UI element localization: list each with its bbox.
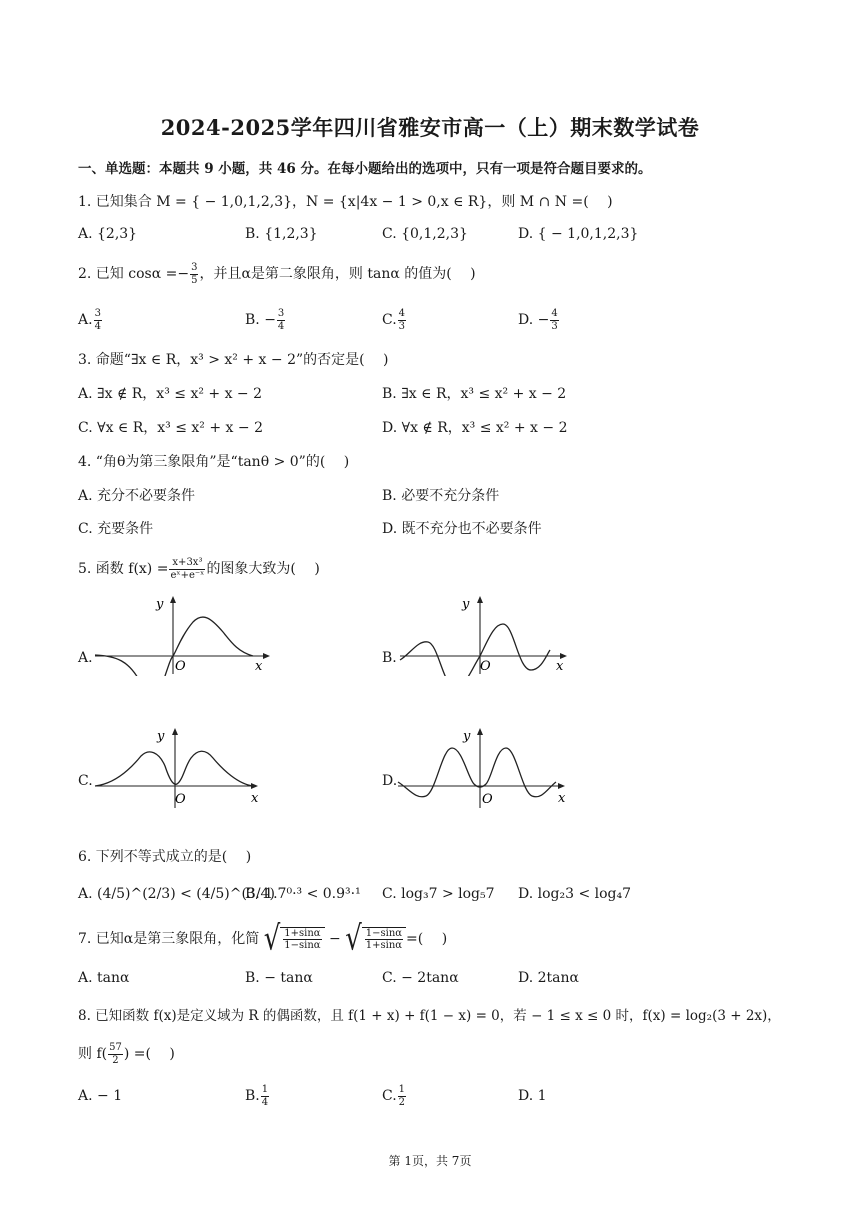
question-2-fraction bbox=[190, 262, 198, 286]
option-fraction bbox=[94, 308, 102, 332]
graph-option-a bbox=[93, 594, 273, 676]
axis-y-label: y bbox=[463, 729, 471, 744]
question-4-option-b: B. 必要不充分条件 bbox=[382, 488, 500, 504]
question-6-option-b: B. 1.7⁰·³ < 0.9³·¹ bbox=[245, 886, 361, 902]
fraction-numerator: 4 bbox=[398, 308, 406, 319]
fraction-numerator: 1 bbox=[261, 1084, 269, 1095]
axis-y-label: y bbox=[462, 597, 470, 612]
origin-label: O bbox=[480, 659, 491, 674]
question-2-stem bbox=[78, 262, 476, 286]
fraction-denominator: 2 bbox=[398, 1096, 406, 1108]
question-4-option-a: A. 充分不必要条件 bbox=[78, 488, 196, 504]
question-2-stem-pre: 2. 已知 cosα =− bbox=[78, 266, 190, 282]
fraction-numerator: 3 bbox=[94, 308, 101, 319]
question-8-option-d: D. 1 bbox=[518, 1088, 547, 1104]
question-7-stem-post: =( ) bbox=[406, 931, 448, 947]
option-fraction bbox=[277, 308, 285, 332]
option-label: C. bbox=[382, 1088, 397, 1104]
sqrt-fraction-1 bbox=[283, 928, 321, 952]
option-label: B. − bbox=[245, 312, 276, 328]
question-8-stem: 8. 已知函数 f(x)是定义域为 R 的偶函数，且 f(1 + x) + f(1 − x) = 0，若 − 1 ≤ x ≤ 0 时，f(x) = log₂(3 + 2x)， bbox=[78, 1008, 781, 1024]
axis-x-label: x bbox=[556, 659, 564, 674]
fraction-numerator: 3 bbox=[191, 262, 198, 273]
question-1-option-b: B. {1,2,3} bbox=[245, 226, 318, 242]
option-fraction bbox=[261, 1084, 269, 1108]
fraction-denominator: 4 bbox=[94, 320, 101, 332]
question-1-stem: 1. 已知集合 M = { − 1,0,1,2,3}，N = {x|4x − 1 > 0,x ∈ R}，则 M ∩ N =( ) bbox=[78, 194, 613, 210]
axis-y-label: y bbox=[156, 597, 164, 612]
fraction-denominator: 4 bbox=[261, 1096, 269, 1108]
question-8-line2-post: ) =( ) bbox=[123, 1046, 175, 1062]
question-6-stem: 6. 下列不等式成立的是( ) bbox=[78, 849, 252, 865]
graph-option-d bbox=[396, 726, 574, 810]
minus-sign: − bbox=[329, 931, 341, 947]
fraction-denominator: 2 bbox=[112, 1054, 119, 1066]
option-fraction bbox=[398, 308, 406, 332]
question-5-stem bbox=[78, 557, 320, 581]
question-8-option-a: A. − 1 bbox=[78, 1088, 123, 1104]
fraction-numerator: 1 bbox=[398, 1084, 406, 1095]
question-3-option-c: C. ∀x ∈ R，x³ ≤ x² + x − 2 bbox=[78, 420, 263, 436]
question-5-option-a-label: A. bbox=[78, 650, 93, 666]
fraction-denominator: 1−sinα bbox=[284, 940, 321, 951]
question-2-option-a bbox=[78, 308, 103, 332]
origin-label: O bbox=[175, 659, 186, 674]
axis-x-label: x bbox=[255, 659, 263, 674]
question-5-stem-pre: 5. 函数 f(x) = bbox=[78, 561, 169, 577]
question-2-option-d bbox=[518, 308, 560, 332]
question-3-option-d: D. ∀x ∉ R，x³ ≤ x² + x − 2 bbox=[382, 420, 568, 436]
question-7-option-c: C. − 2tanα bbox=[382, 970, 459, 986]
fraction-denominator: eˣ+e⁻ˣ bbox=[170, 569, 205, 581]
question-5-option-d-label: D. bbox=[382, 773, 398, 789]
fraction-denominator: 3 bbox=[551, 320, 558, 332]
question-2-stem-post: ，并且α是第二象限角，则 tanα 的值为( ) bbox=[199, 266, 476, 282]
fraction-numerator: 57 bbox=[109, 1042, 122, 1053]
question-7-stem-pre: 7. 已知α是第三象限角，化简 bbox=[78, 931, 260, 947]
question-1-option-d: D. { − 1,0,1,2,3} bbox=[518, 226, 639, 242]
page-footer: 第 1页，共 7页 bbox=[388, 1154, 472, 1168]
question-5-option-c-label: C. bbox=[78, 773, 93, 789]
section-heading: 一、单选题：本题共 9 小题，共 46 分。在每小题给出的选项中，只有一项是符合题目要求的。 bbox=[78, 161, 652, 177]
fraction-numerator: 4 bbox=[551, 308, 558, 319]
question-1-option-a: A. {2,3} bbox=[78, 226, 138, 242]
question-2-option-c bbox=[382, 308, 407, 332]
radical-sign: √ bbox=[345, 919, 362, 959]
question-3-option-b: B. ∃x ∈ R，x³ ≤ x² + x − 2 bbox=[382, 386, 567, 402]
question-4-stem: 4. “角θ为第三象限角”是“tanθ > 0”的( ) bbox=[78, 454, 350, 470]
origin-label: O bbox=[482, 792, 493, 807]
option-label: C. bbox=[382, 312, 397, 328]
question-5-stem-post: 的图象大致为( ) bbox=[206, 561, 320, 577]
graph-option-b bbox=[398, 594, 573, 676]
option-label: D. − bbox=[518, 312, 550, 328]
sqrt-expression-2 bbox=[345, 919, 406, 959]
fraction-numerator: 1+sinα bbox=[284, 927, 321, 939]
question-8-option-c bbox=[382, 1084, 407, 1108]
question-1-option-c: C. {0,1,2,3} bbox=[382, 226, 468, 242]
radical-sign: √ bbox=[263, 919, 281, 959]
question-8-stem-line2 bbox=[78, 1042, 175, 1066]
question-7-option-a: A. tanα bbox=[78, 970, 130, 986]
graph-option-c bbox=[93, 726, 273, 810]
question-4-option-d: D. 既不充分也不必要条件 bbox=[382, 521, 542, 537]
question-5-option-b-label: B. bbox=[382, 650, 397, 666]
question-8-fraction bbox=[108, 1042, 123, 1066]
sqrt-expression-1 bbox=[263, 919, 325, 959]
page-title: 2024-2025学年四川省雅安市高一（上）期末数学试卷 bbox=[160, 115, 700, 140]
question-3-stem: 3. 命题“∃x ∈ R，x³ > x² + x − 2”的否定是( ) bbox=[78, 352, 389, 368]
axis-x-label: x bbox=[558, 791, 566, 806]
option-label: B. bbox=[245, 1088, 260, 1104]
question-6-option-d: D. log₂3 < log₄7 bbox=[518, 886, 632, 902]
origin-label: O bbox=[175, 792, 186, 807]
question-4-option-c: C. 充要条件 bbox=[78, 521, 154, 537]
axis-x-label: x bbox=[251, 791, 259, 806]
question-7-stem bbox=[78, 919, 448, 959]
question-7-option-b: B. − tanα bbox=[245, 970, 313, 986]
option-label: A. bbox=[78, 312, 93, 328]
fraction-numerator: 3 bbox=[277, 308, 285, 319]
fraction-numerator: x+3x³ bbox=[169, 557, 205, 570]
option-fraction bbox=[550, 308, 558, 332]
axis-y-label: y bbox=[157, 729, 165, 744]
fraction-numerator: 1−sinα bbox=[365, 927, 403, 939]
question-8-option-b bbox=[245, 1084, 270, 1108]
fraction-denominator: 1+sinα bbox=[365, 940, 403, 951]
fraction-denominator: 4 bbox=[277, 320, 285, 332]
sqrt-fraction-2 bbox=[365, 928, 403, 952]
question-8-line2-pre: 则 f( bbox=[78, 1046, 108, 1062]
fraction-denominator: 3 bbox=[398, 320, 406, 332]
option-fraction bbox=[398, 1084, 406, 1108]
question-6-option-c: C. log₃7 > log₅7 bbox=[382, 886, 495, 902]
question-2-option-b bbox=[245, 308, 286, 332]
question-5-fraction bbox=[169, 557, 205, 581]
question-3-option-a: A. ∃x ∉ R，x³ ≤ x² + x − 2 bbox=[78, 386, 263, 402]
fraction-denominator: 5 bbox=[191, 274, 198, 286]
question-6-option-a: A. (4/5)^(2/3) < (4/5)^(3/4) bbox=[78, 886, 275, 902]
question-7-option-d: D. 2tanα bbox=[518, 970, 579, 986]
